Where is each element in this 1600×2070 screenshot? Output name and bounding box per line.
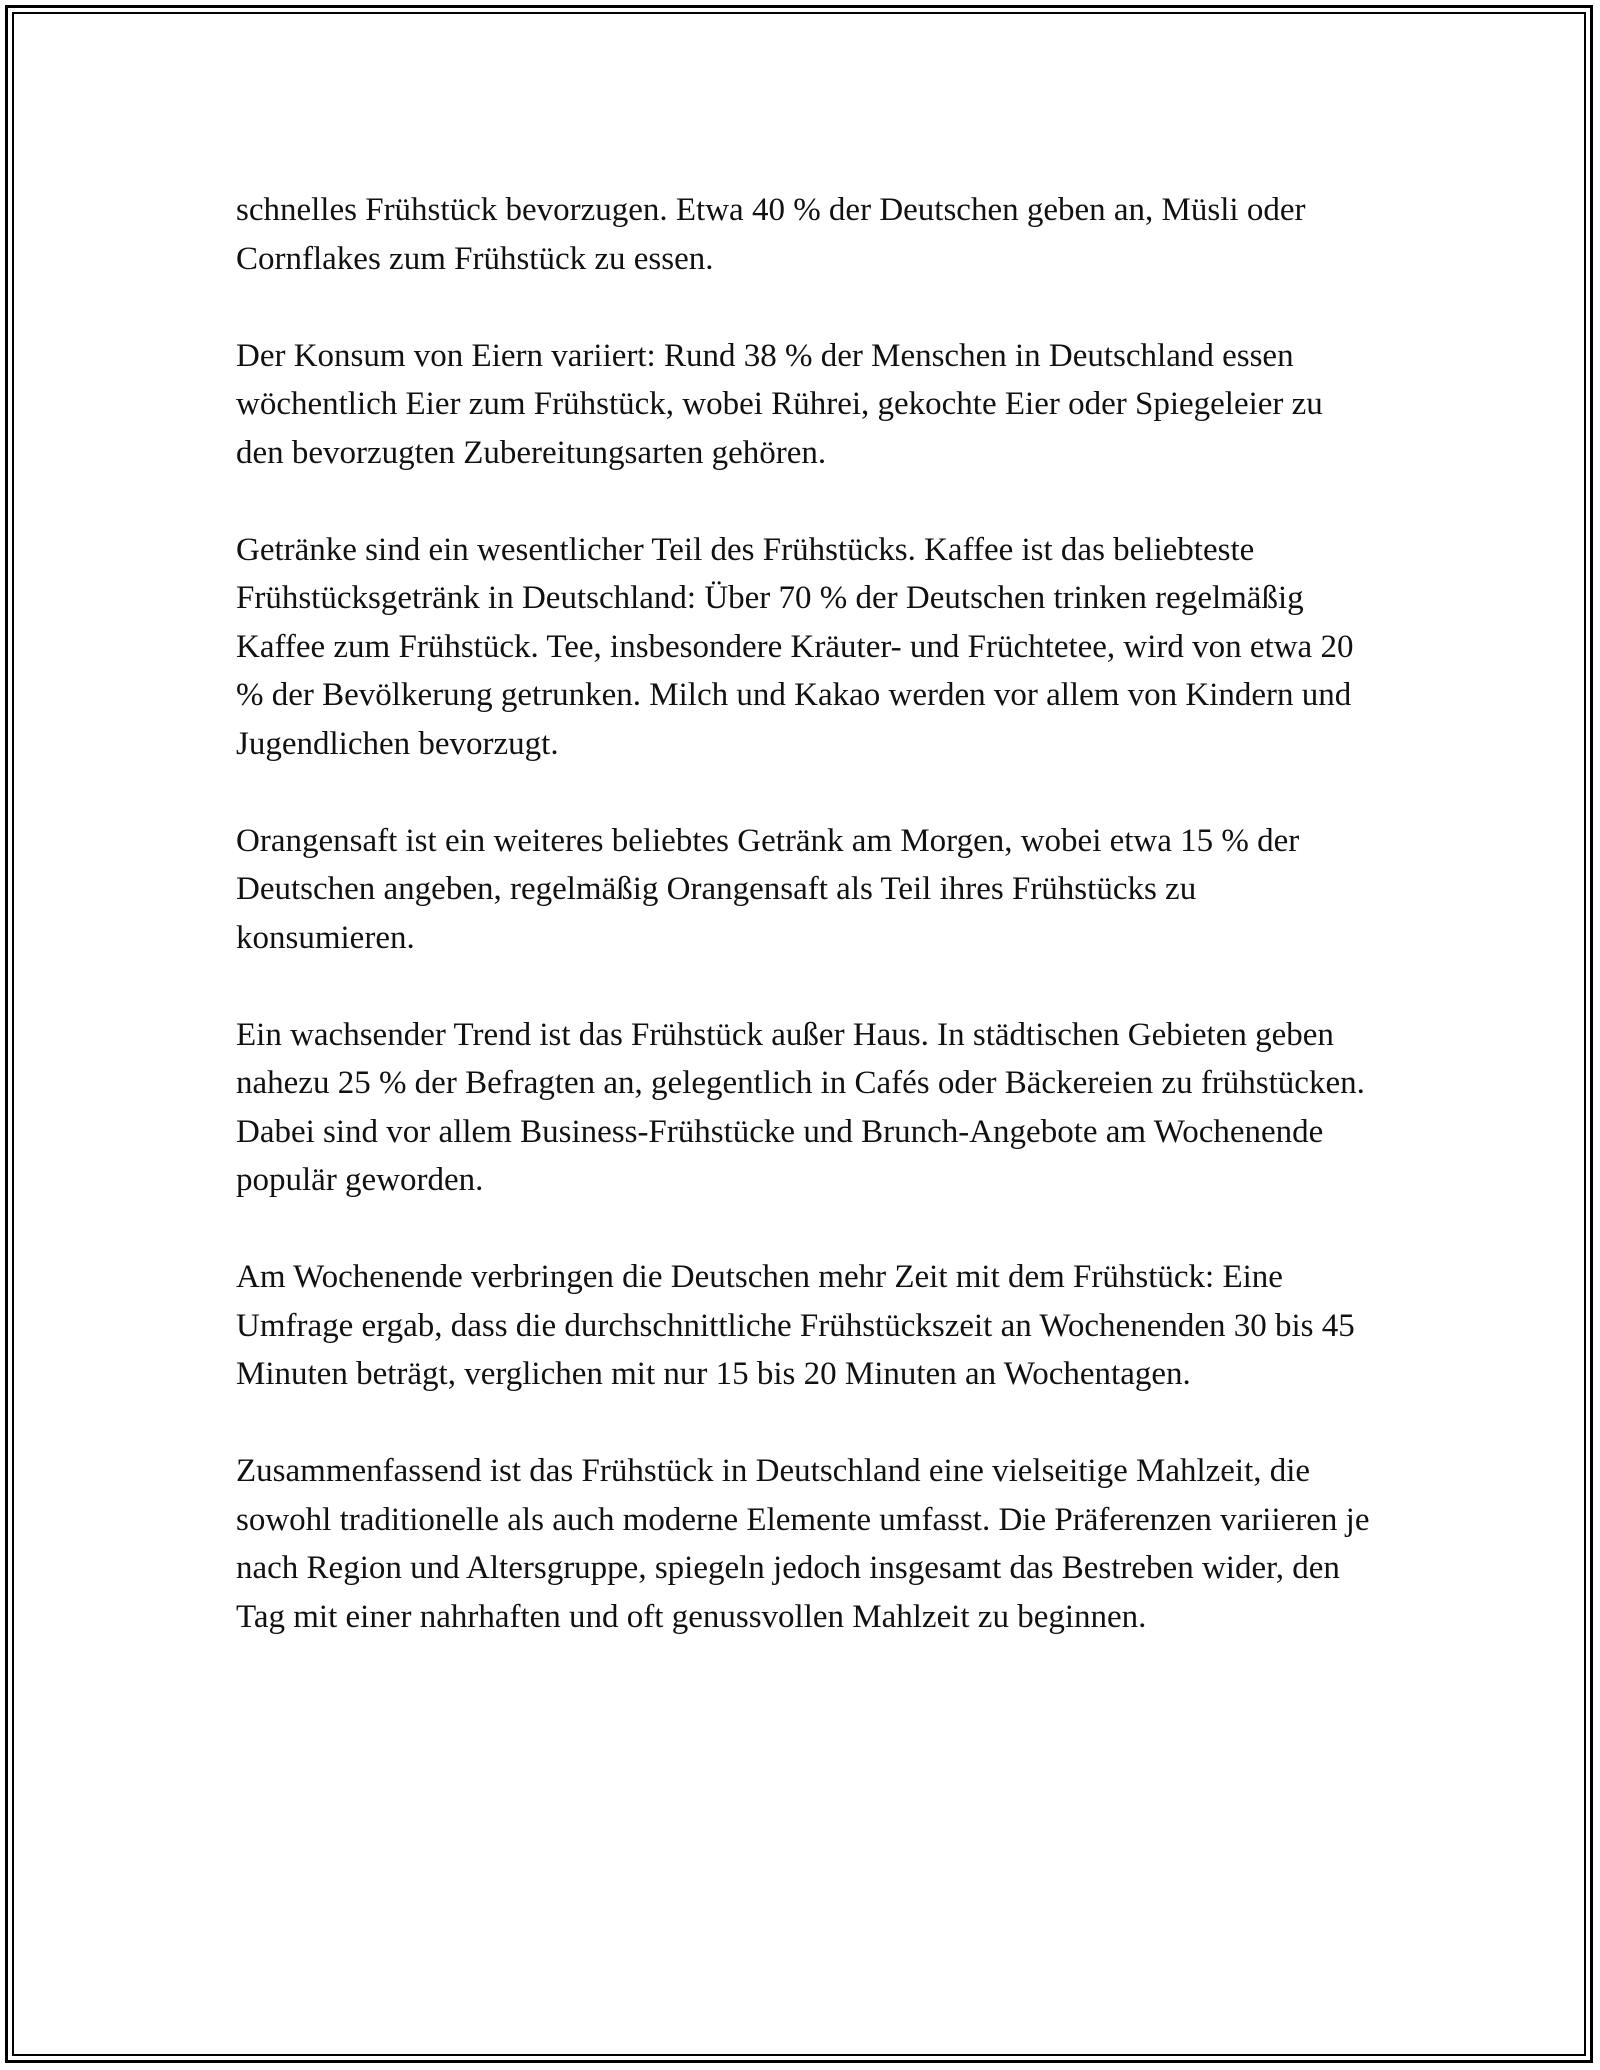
paragraph-cereal: schnelles Frühstück bevorzugen. Etwa 40 % der Deutschen geben an, Müsli oder Cornflakes zum Frühstück zu essen. xyxy=(236,192,1306,277)
document-body xyxy=(236,186,1376,1690)
paragraph-drinks: Getränke sind ein wesentlicher Teil des Frühstücks. Kaffee ist das beliebteste Frühstücksgetränk in Deutschland: Über 70 % der Deutschen trinken regelmäßig Kaffee zum Frühstück. Tee, insbesondere Kräuter- und Früchtetee, wird von etwa 20 % der Bevölkerung getrunken. Milch und Kakao werden vor allem von Kindern und Jugendlichen bevorzugt. xyxy=(236,531,1354,762)
paragraph-orange-juice: Orangensaft ist ein weiteres beliebtes Getränk am Morgen, wobei etwa 15 % der Deutschen angeben, regelmäßig Orangensaft als Teil ihres Frühstücks zu konsumieren. xyxy=(236,822,1300,956)
paragraph-summary: Zusammenfassend ist das Frühstück in Deutschland eine vielseitige Mahlzeit, die sowohl traditionelle als auch moderne Elemente umfasst. Die Präferenzen variieren je nach Region und Altersgruppe, spiegeln jedoch insgesamt das Bestreben wider, den Tag mit einer nahrhaften und oft genussvollen Mahlzeit zu beginnen. xyxy=(236,1453,1370,1635)
paragraph-weekend: Am Wochenende verbringen die Deutschen mehr Zeit mit dem Frühstück: Eine Umfrage ergab, dass die durchschnittliche Frühstückszeit an Wochenenden 30 bis 45 Minuten beträgt, verglichen mit nur 15 bis 20 Minuten an Wochentagen. xyxy=(236,1259,1355,1392)
paragraph-eggs: Der Konsum von Eiern variiert: Rund 38 % der Menschen in Deutschland essen wöchentlich Eier zum Frühstück, wobei Rührei, gekochte Eier oder Spiegeleier zu den bevorzugten Zubereitungsarten gehören. xyxy=(236,337,1323,471)
paragraph-breakfast-out: Ein wachsender Trend ist das Frühstück außer Haus. In städtischen Gebieten geben nahezu 25 % der Befragten an, gelegentlich in Cafés oder Bäckereien zu frühstücken. Dabei sind vor allem Business-Frühstücke und Brunch-Angebote am Wochenende populär geworden. xyxy=(236,1016,1365,1198)
